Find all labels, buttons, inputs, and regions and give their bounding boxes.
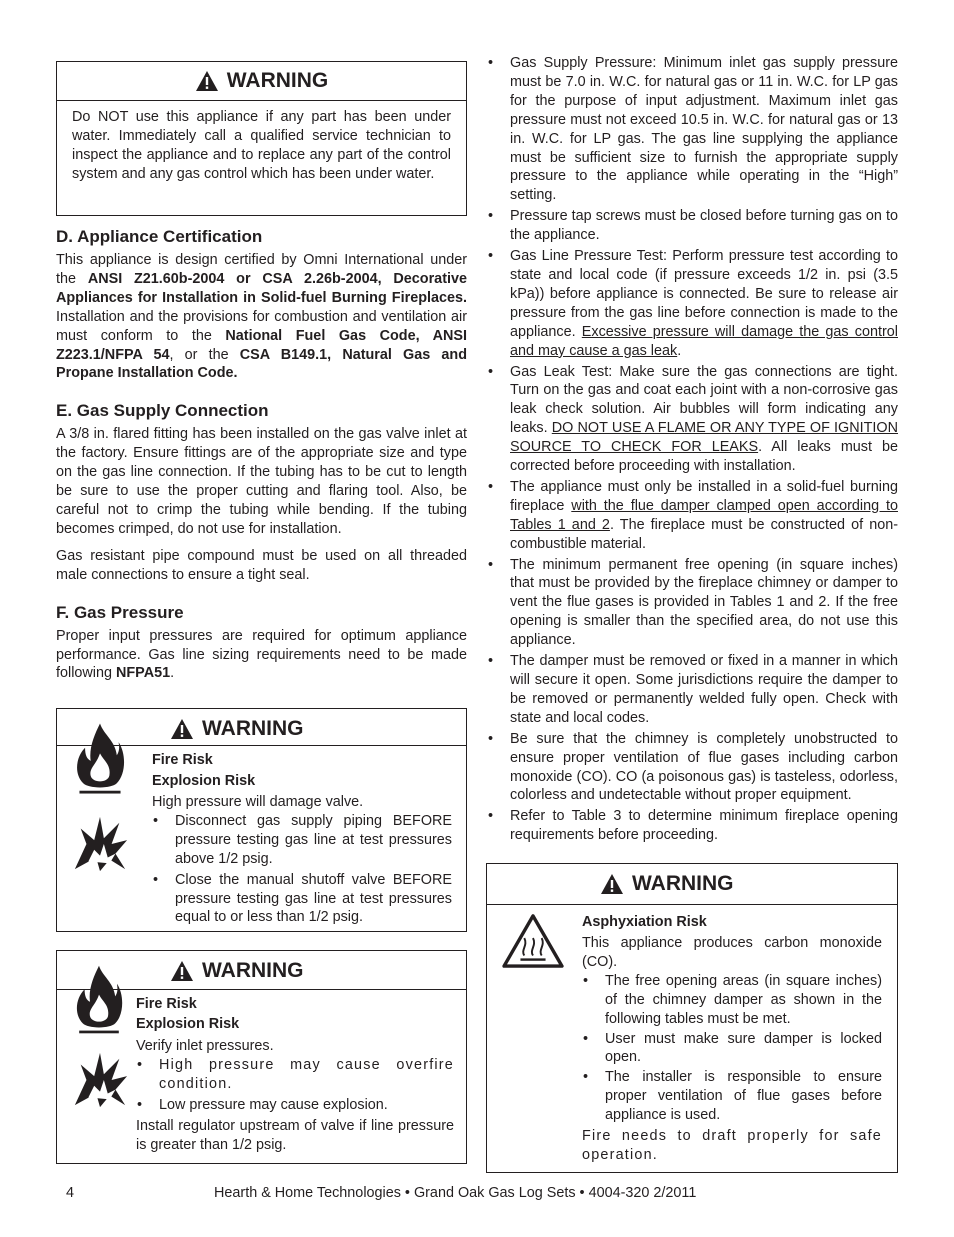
warning-bullets [152,812,452,927]
left-column [56,61,467,1153]
text-run: . The fireplace must be constructed of non-combustible material. [510,516,898,552]
warning-content [582,912,882,1165]
warning-triangle-icon [170,718,194,740]
list-item [510,478,898,554]
warning-title: WARNING [226,69,329,92]
section-f-paragraph [56,627,467,684]
warning-intro: Verify inlet pressures. [136,1038,274,1054]
list-item [510,247,898,360]
warning-content [136,994,454,1154]
bold-run: ANSI Z21.60b-2004 or CSA 2.26b-2004, Decorative Appliances for Installation in Solid-fuel Burning Fireplaces. [56,270,467,306]
list-item: • Be sure that the chimney is completely unobstructed to ensure proper ventilation of flue gases including carbon monoxide (CO). CO (a poisonous gas) is tasteless, odorless, colorless and undetectable without proper equipment. [510,730,898,806]
warning-box-asphyxiation [486,863,898,1173]
list-item: • Refer to Table 3 to determine minimum fireplace opening requirements before proceeding. [510,807,898,845]
warning-bullets [136,1056,454,1115]
text-run: . All leaks must be corrected before proceeding with installation. [510,439,898,475]
requirements-list [486,54,898,845]
list-item: • Close the manual shutoff valve BEFORE pressure testing gas line at test pressures equal to or less than 1/2 psig. [175,871,452,928]
warning-outro: Fire needs to draft properly for safe operation. [582,1128,882,1163]
warning-triangle-icon [600,873,624,895]
hot-surface-icon [501,913,565,969]
warning-triangle-icon [170,960,194,982]
section-e-paragraph-1: A 3/8 in. flared fitting has been installed on the gas valve inlet at the factory. Ensure fittings are of the appropriate size and type on the gas line connection. If the tubing has to be cut to length be sure to use the proper cutting and flaring tool. Also, be careful not to crimp the tubing while bending. If the tubing becomes crimped, do not use for installation. [56,426,467,537]
list-item: • High pressure may cause overfire condition. [159,1056,454,1094]
bold-run: NFPA51 [116,665,171,682]
flame-icon [72,961,126,1039]
footer-text: Hearth & Home Technologies • Grand Oak Gas Log Sets • 4004-320 2/2011 [214,1185,697,1201]
list-item: • Disconnect gas supply piping BEFORE pressure testing gas line at test pressures above 1/2 psig. [175,812,452,869]
warning-content [152,750,452,927]
underlined-run: DO NOT USE A FLAME OR ANY TYPE OF IGNITION SOURCE TO CHECK FOR LEAKS [510,420,899,456]
warning-header [57,62,466,101]
fire-risk-label: Fire Risk [136,996,197,1012]
text-run: . [677,342,682,359]
explosion-icon [71,1051,129,1109]
explosion-icon [71,814,129,874]
warning-text: Do NOT use this appliance if any part has been under water. Immediately call a qualified service technician to inspect the appliance and to replace any part of the control system and any gas control which has been under water. [72,109,451,182]
text-run: Gas Line Pressure Test: Perform pressure test according to state and local code (if pressure exceeds 1/2 in. psi (3.5 kPa)) before appliance is connected. Be sure to release air pressure from the gas line before connection is made to the appliance. [510,248,898,340]
text-run: Proper input pressures are required for optimum appliance performance. Gas line sizing requirements need to be made following [56,627,467,682]
warning-box-water [56,61,467,216]
warning-box-inlet-pressure [56,950,467,1164]
section-d-heading: D. Appliance Certification [56,227,263,246]
section-e-heading: E. Gas Supply Connection [56,401,269,421]
fire-risk-label: Fire Risk [152,752,213,768]
section-f-heading: F. Gas Pressure [56,602,184,622]
list-item: • Low pressure may cause explosion. [159,1096,454,1115]
list-item: • Gas Supply Pressure: Minimum inlet gas supply pressure must be 7.0 in. W.C. for natural gas or 11 in. W.C. for LP gas for the purpose of input adjustment. Maximum inlet gas pressure must not exceed 10.5 in. W.C. for natural gas or 13 in. W.C. for LP gas. The gas line supplying the appliance must be sufficient size to furnish the appropriate supply pressure to the appliance while operating in the “High” setting. [510,54,898,205]
text-run: The appliance must only be installed in a solid-fuel burning fireplace [510,478,898,514]
warning-box-high-pressure [56,708,467,932]
text-run: . [170,665,175,682]
warning-title: WARNING [202,717,304,740]
explosion-risk-label: Explosion Risk [152,773,256,789]
page-number: 4 [66,1185,75,1201]
underlined-run: Excessive pressure will damage the gas control and may cause a gas leak [510,323,898,359]
text-run: , or the [169,346,240,363]
underlined-run: with the flue damper clamped open according to Tables 1 and 2 [510,497,898,533]
list-item: • User must make sure damper is locked open. [605,1030,882,1068]
list-item: • The damper must be removed or fixed in a manner in which will secure it open. Some jurisdictions require the damper to be removed or permanently welded fully open. Check with state and local codes. [510,652,898,728]
warning-title: WARNING [632,872,734,895]
right-column [486,54,899,1163]
section-d-paragraph [56,251,467,383]
explosion-risk-label: Explosion Risk [136,1016,240,1032]
flame-icon [72,719,128,799]
list-item: • The free opening areas (in square inches) of the chimney damper as shown in the following tables must be met. [605,972,882,1029]
warning-intro: High pressure will damage valve. [152,794,364,810]
bold-run: CSA B149.1, Natural Gas and Propane Installation Code. [56,346,467,382]
bold-run: National Fuel Gas Code, ANSI Z223.1/NFPA 54 [56,327,467,363]
list-item: • The minimum permanent free opening (in square inches) that must be provided by the fireplace chimney or damper to vent the flue gases is provided in Tables 1 and 2. If the free opening is smaller than the specified area, do not use this appliance. [510,556,898,651]
section-e-paragraph-2: Gas resistant pipe compound must be used on all threaded male connections to ensure a tight seal. [56,547,467,583]
warning-header [487,864,897,905]
list-item [510,363,898,476]
text-run: Installation and the provisions for combustion and ventilation air must conform to the [56,308,467,344]
warning-intro: This appliance produces carbon monoxide (CO). [582,935,882,970]
warning-outro: Install regulator upstream of valve if line pressure is greater than 1/2 psig. [136,1117,454,1153]
list-item: • Pressure tap screws must be closed before turning gas on to the appliance. [510,207,898,245]
warning-triangle-icon [195,70,219,92]
text-run: Gas Leak Test: Make sure the gas connections are tight. Turn on the gas and coat each joint with a non-corrosive gas leak check solution. Air bubbles will form indicating any leaks. [510,363,898,437]
text-run: This appliance is design certified by Omni International under the [56,252,467,287]
list-item: • The installer is responsible to ensure proper ventilation of flue gases before appliance is used. [605,1068,882,1125]
asphyxiation-risk-label: Asphyxiation Risk [582,914,707,930]
warning-title: WARNING [202,959,304,982]
warning-bullets [582,972,882,1125]
